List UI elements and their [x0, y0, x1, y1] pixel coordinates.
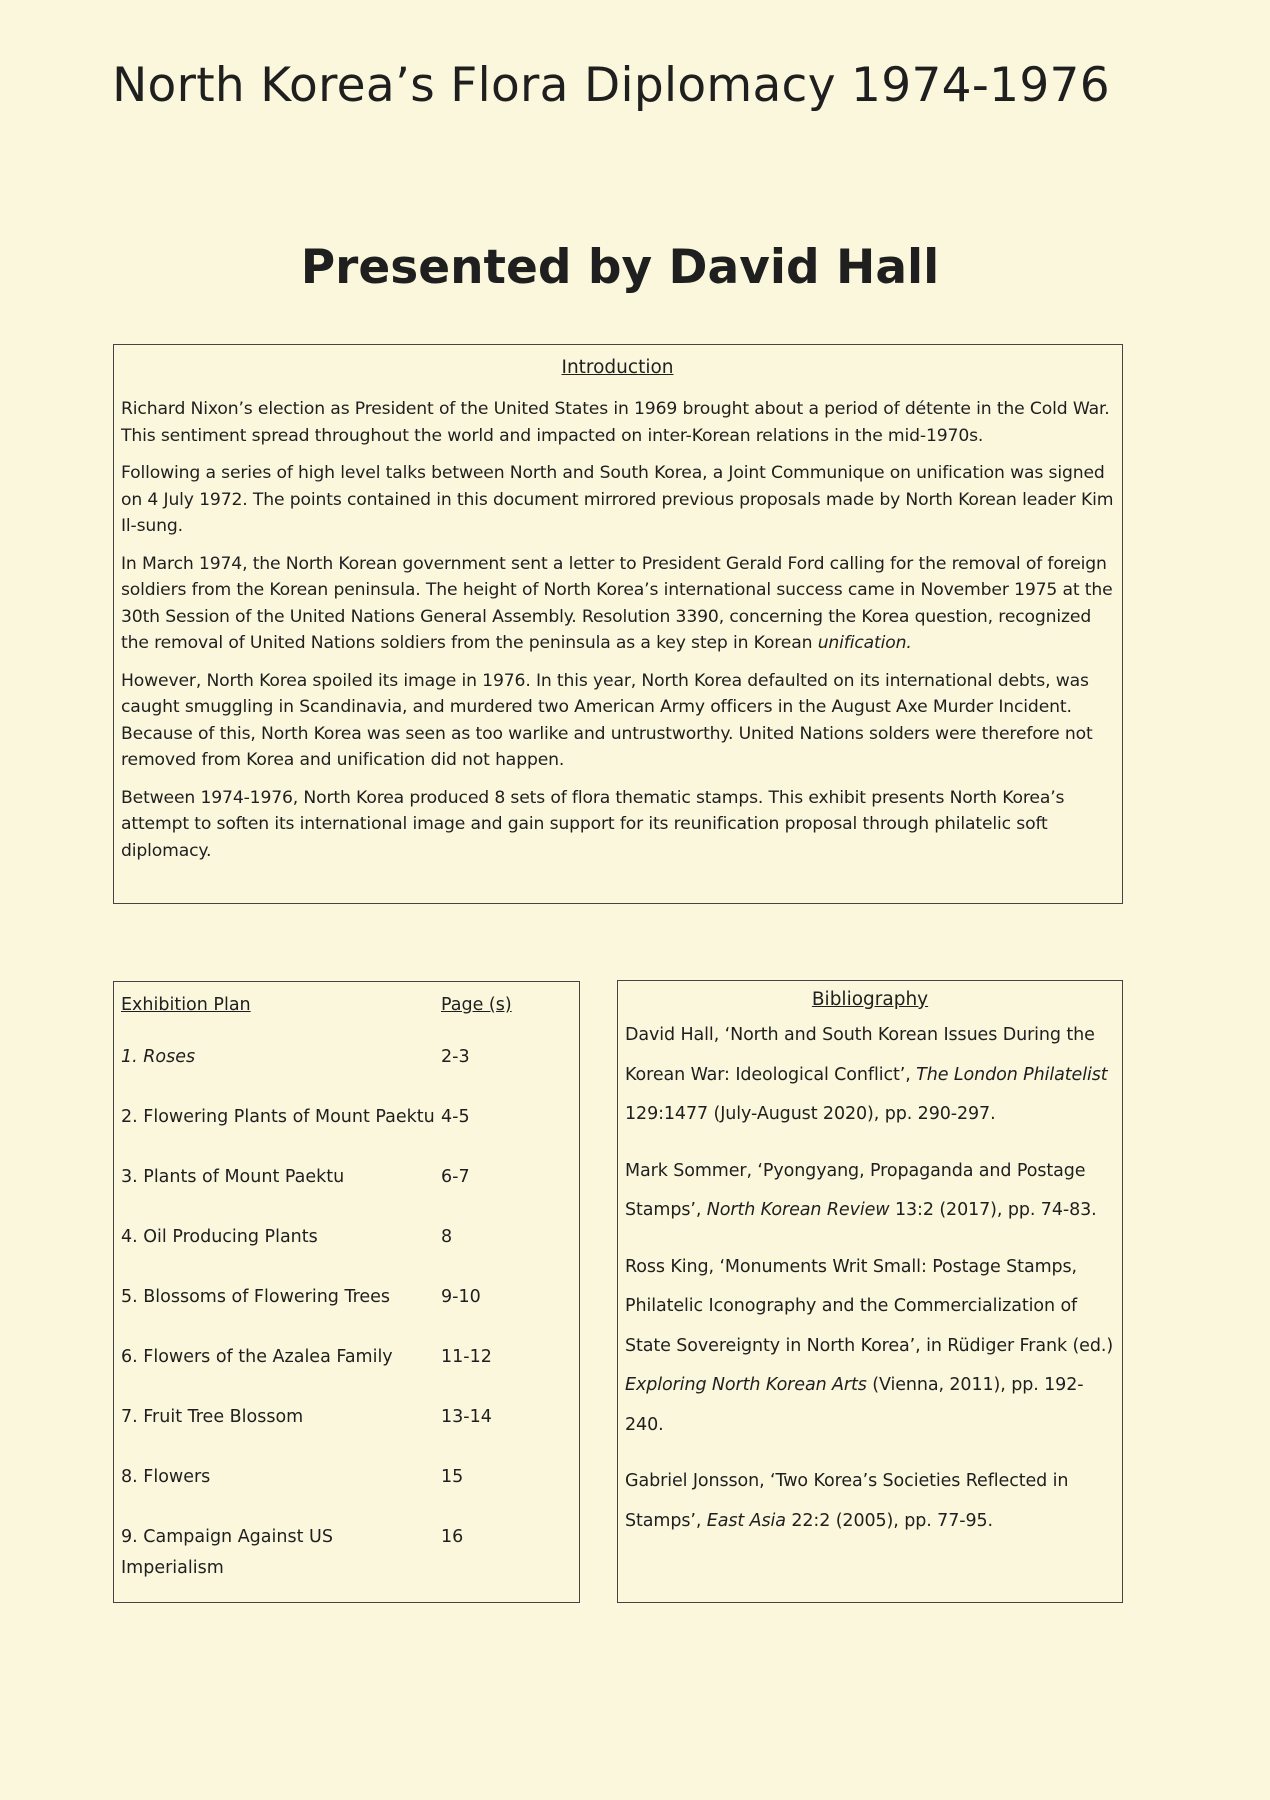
bib-text: 13:2 (2017), pp. 74-83.: [889, 1200, 1097, 1220]
plan-row: [121, 1042, 572, 1102]
bibliography-entry: [625, 1016, 1115, 1135]
bib-text: Gabriel Jonsson, ‘Two Korea’s Societies Reflected in Stamps’,: [625, 1471, 1069, 1531]
bibliography-entry: [625, 1462, 1115, 1541]
plan-row-title: 2. Flowering Plants of Mount Paektu: [121, 1107, 435, 1127]
plan-row-pages: 15: [441, 1467, 464, 1487]
pages-heading: Page (s): [441, 995, 512, 1015]
intro-paragraph: [121, 551, 1114, 657]
bib-publication: North Korean Review: [706, 1200, 890, 1220]
intro-paragraph: However, North Korea spoiled its image in 1976. In this year, North Korea defaulted on its international debts, was caught smuggling in Scandinavia, and murdered two American Army officers in the August Axe Murder Incident. Because of this, North Korea was seen as too warlike and untrustworthy. United Nations solders were therefore not removed from Korea and unification did not happen.: [121, 670, 1093, 770]
intro-paragraph: Following a series of high level talks between North and South Korea, a Joint Communique on unification was signed on 4 July 1972. The points contained in this document mirrored previous proposals made by North Korean leader Kim Il-sung.: [121, 463, 1114, 536]
plan-row-pages: 6-7: [441, 1167, 470, 1187]
bibliography-entry: [625, 1248, 1115, 1446]
plan-row: [121, 1102, 572, 1162]
intro-paragraph-text: In March 1974, the North Korean government sent a letter to President Gerald Ford calling for the removal of foreign soldiers from the Korean peninsula. The height of North Korea’s international success came in November 1975 at the 30th Session of the United Nations General Assembly. Resolution 3390, concerning the Korea question, recognized the removal of United Nations soldiers from the peninsula as a key step in Korean: [121, 553, 1113, 653]
bibliography-entry: [625, 1152, 1115, 1231]
exhibition-plan-heading: Exhibition Plan: [121, 995, 251, 1015]
intro-paragraph: Between 1974-1976, North Korea produced 8 sets of flora thematic stamps. This exhibit presents North Korea’s attempt to soften its international image and gain support for its reunification proposal through philatelic soft diplomacy.: [121, 787, 1065, 861]
plan-row: [121, 1522, 572, 1582]
bib-text: Ross King, ‘Monuments Writ Small: Postage Stamps, Philatelic Iconography and the Commercialization of State Sovereignty in North Korea’, in Rüdiger Frank (ed.): [625, 1256, 1114, 1356]
plan-row-title: 7. Fruit Tree Blossom: [121, 1407, 304, 1427]
bibliography-box: [617, 980, 1123, 1603]
bib-text: David Hall, ‘North and South Korean Issues During the Korean War: Ideological Conflict’,: [625, 1025, 1095, 1085]
plan-row-title: 4. Oil Producing Plants: [121, 1227, 318, 1247]
bib-publication: The London Philatelist: [916, 1064, 1108, 1085]
plan-row: [121, 1462, 572, 1522]
plan-row-title: 1. Roses: [121, 1047, 196, 1067]
plan-row: [121, 1162, 572, 1222]
plan-row-title: 5. Blossoms of Flowering Trees: [121, 1287, 391, 1307]
plan-row-title: 8. Flowers: [121, 1467, 211, 1487]
plan-row: [121, 1282, 572, 1342]
plan-row-title: 9. Campaign Against US Imperialism: [121, 1527, 333, 1578]
plan-row: [121, 1222, 572, 1282]
page-subtitle: Presented by David Hall: [300, 240, 940, 295]
bib-text: Mark Sommer, ‘Pyongyang, Propaganda and Postage Stamps’,: [625, 1160, 1086, 1220]
exhibition-plan-box: [113, 981, 580, 1603]
plan-row-pages: 13-14: [441, 1407, 492, 1427]
plan-row: [121, 1342, 572, 1402]
plan-row-pages: 8: [441, 1227, 453, 1247]
plan-row-pages: 2-3: [441, 1047, 470, 1067]
plan-row-pages: 9-10: [441, 1287, 481, 1307]
page-title: North Korea’s Flora Diplomacy 1974-1976: [112, 58, 1110, 113]
plan-row-pages: 4-5: [441, 1107, 470, 1127]
introduction-box: [113, 344, 1123, 904]
exhibition-plan-header: [121, 992, 572, 1042]
bibliography-heading: Bibliography: [811, 989, 929, 1010]
plan-row-pages: 16: [441, 1527, 464, 1547]
plan-row-title: 6. Flowers of the Azalea Family: [121, 1347, 393, 1367]
bib-text: (Vienna, 2011), pp. 192-240.: [625, 1375, 1084, 1435]
intro-paragraph: Richard Nixon’s election as President of the United States in 1969 brought about a period of détente in the Cold War. This sentiment spread throughout the world and impacted on inter-Korean relations in the mid-1970s.: [121, 399, 1110, 446]
plan-row-title: 3. Plants of Mount Paektu: [121, 1167, 345, 1187]
intro-italic-word: unification.: [817, 633, 912, 653]
bib-publication: Exploring North Korean Arts: [625, 1375, 867, 1395]
bib-publication: East Asia: [706, 1510, 786, 1531]
plan-row-pages: 11-12: [441, 1347, 492, 1367]
plan-row: [121, 1402, 572, 1462]
bib-text: 129:1477 (July-August 2020), pp. 290-297.: [625, 1104, 996, 1124]
introduction-heading: Introduction: [561, 357, 674, 378]
bib-text: 22:2 (2005), pp. 77-95.: [785, 1510, 993, 1531]
